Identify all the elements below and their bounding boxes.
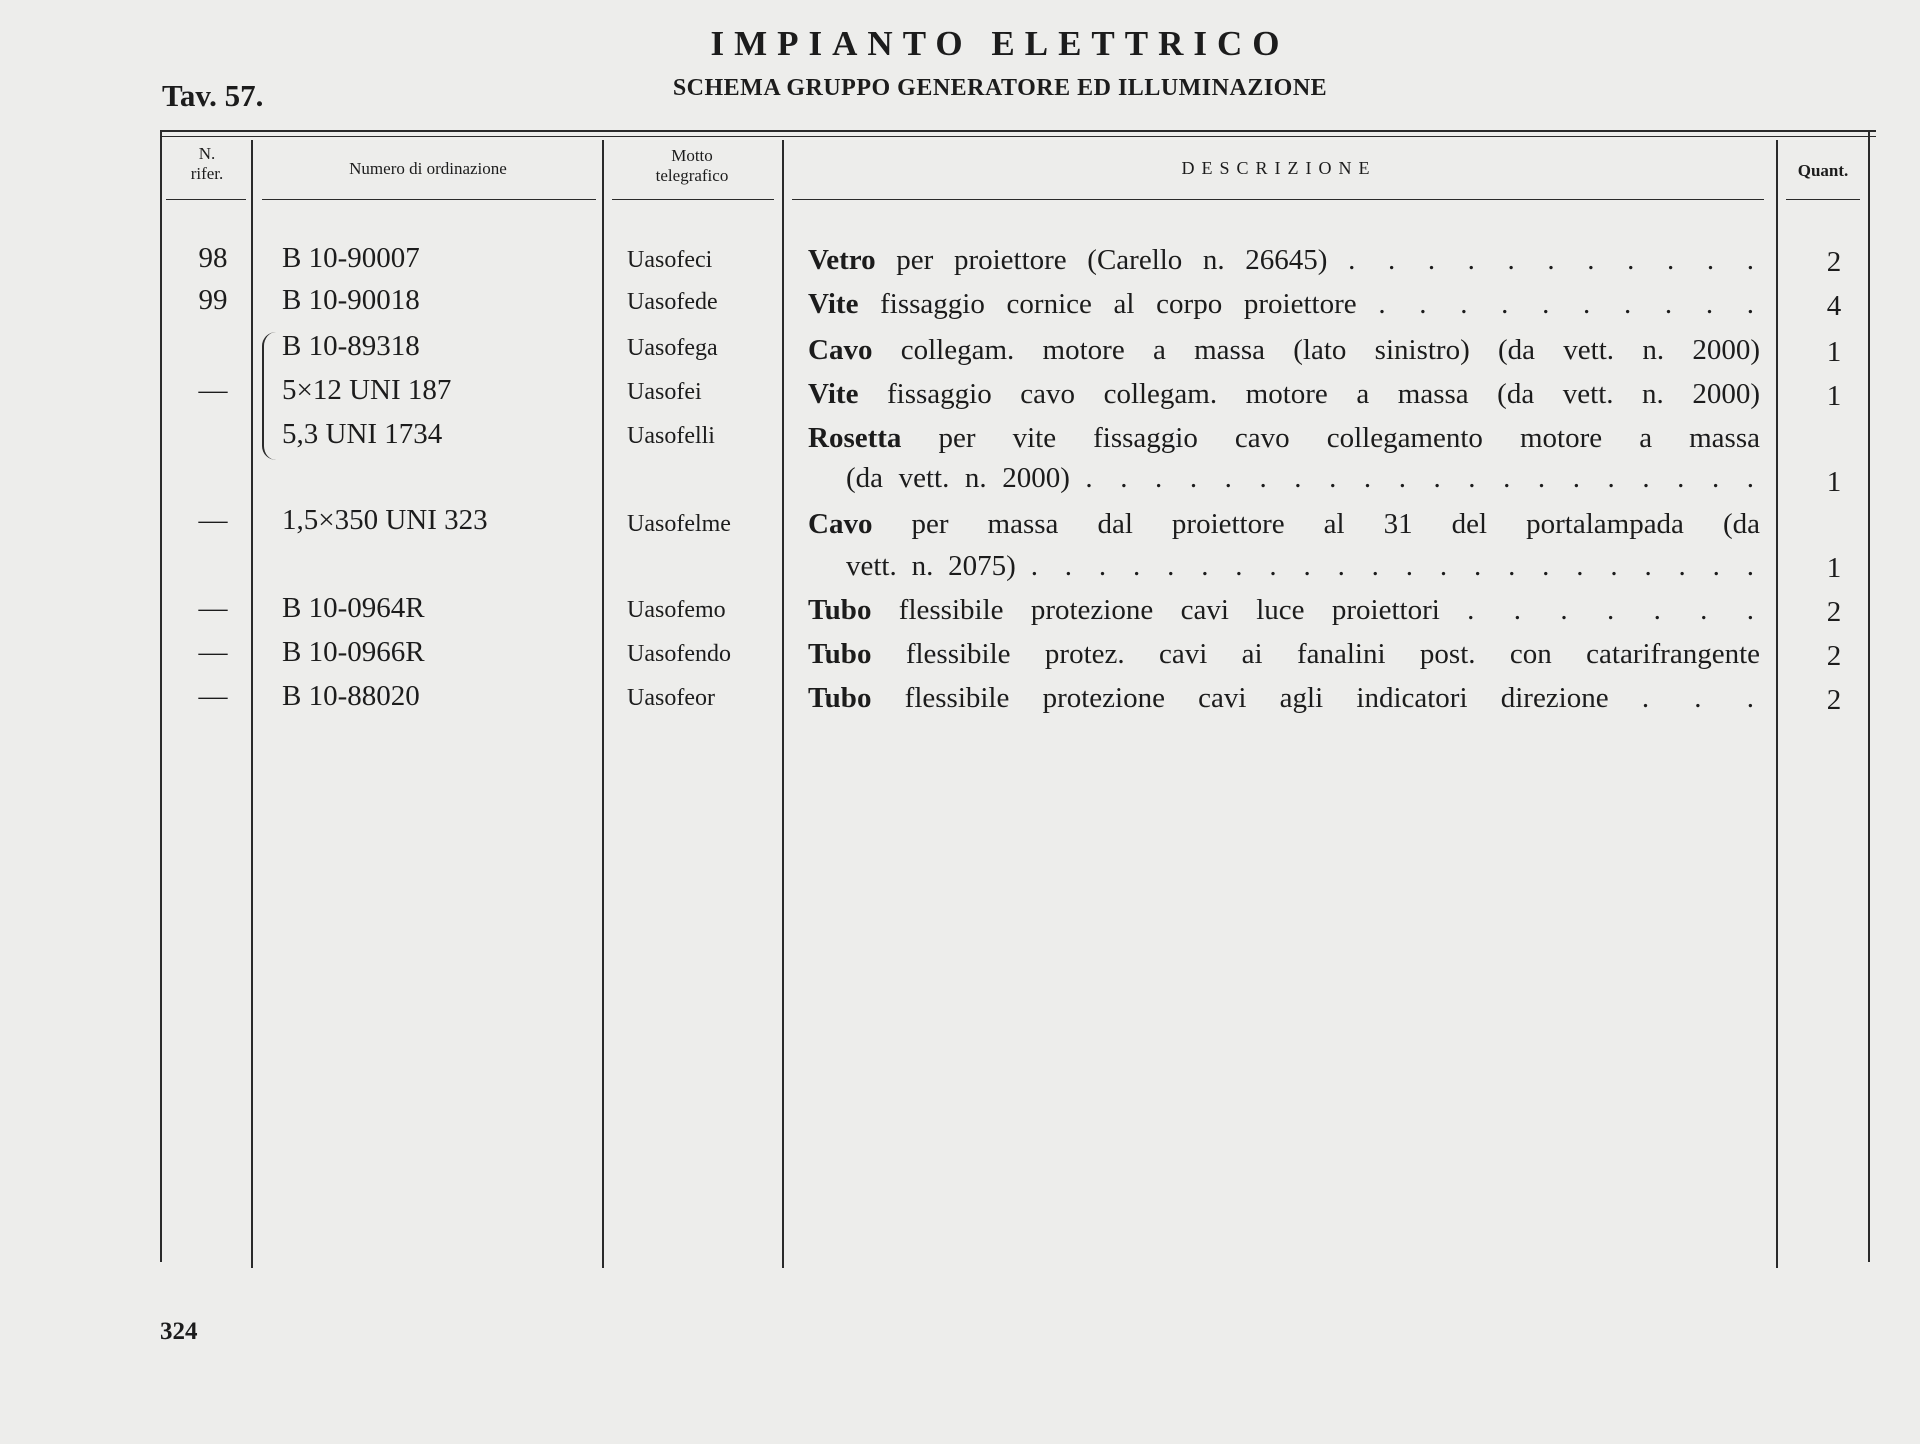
row-description	[808, 590, 1760, 630]
row-description	[808, 330, 1760, 370]
row-quantity: 1	[1826, 552, 1842, 584]
row-description-text: (da vett. n. 2000)	[846, 462, 1070, 494]
row-description-text: flessibile protezione cavi luce proiettori	[898, 594, 1440, 626]
row-quantity: 1	[1826, 466, 1842, 498]
column-header-quantity: Quant.	[1797, 161, 1849, 180]
header-rule-quantity	[1786, 199, 1860, 200]
row-description-text: vett. n. 2075)	[846, 550, 1016, 582]
row-order-number: B 10-90018	[282, 284, 420, 316]
column-header-motto-line2: telegrafico	[655, 166, 729, 185]
row-order-number: B 10-88020	[282, 680, 420, 712]
row-description-keyword: Vetro	[808, 244, 876, 276]
row-ref: —	[198, 680, 228, 712]
row-description-text: flessibile protez. cavi ai fanalini post. con catarifrangente	[905, 638, 1761, 670]
row-motto: Uasofelli	[627, 423, 715, 449]
row-description-text: per vite fissaggio cavo collegamento motore a massa	[938, 422, 1760, 454]
row-description-text: fissaggio cornice al corpo proiettore	[880, 288, 1357, 320]
leader-dots: . . . . . . .	[1467, 594, 1761, 626]
row-motto: Uasofeci	[627, 247, 713, 273]
row-description	[808, 418, 1760, 458]
row-motto: Uasofendo	[627, 641, 731, 667]
column-divider-order	[602, 140, 604, 1268]
page-number: 324	[160, 1318, 198, 1345]
row-quantity: 2	[1826, 246, 1842, 278]
row-description-keyword: Rosetta	[808, 422, 902, 454]
table-top-rule	[160, 130, 1876, 132]
row-description	[808, 240, 1760, 280]
row-quantity: 2	[1826, 596, 1842, 628]
row-description	[808, 504, 1760, 544]
row-ref: —	[198, 374, 228, 406]
row-description-keyword: Cavo	[808, 508, 873, 540]
row-description-keyword: Cavo	[808, 334, 873, 366]
row-motto: Uasofemo	[627, 597, 726, 623]
row-quantity: 4	[1826, 290, 1842, 322]
column-header-ref-line2: rifer.	[190, 164, 224, 183]
row-quantity: 1	[1826, 336, 1842, 368]
leader-dots: . . .	[1641, 682, 1761, 714]
row-description-text: per massa dal proiettore al 31 del portalampada (da	[911, 508, 1760, 540]
row-description	[808, 634, 1760, 674]
page-subtitle: SCHEMA GRUPPO GENERATORE ED ILLUMINAZIONE	[672, 75, 1328, 101]
row-quantity: 2	[1826, 640, 1842, 672]
group-brace	[262, 332, 278, 460]
plate-label: Tav. 57.	[162, 78, 264, 113]
row-ref: 98	[198, 242, 228, 274]
column-header-ref	[165, 144, 249, 184]
row-order-number: B 10-0964R	[282, 592, 425, 624]
column-header-ref-line1: N.	[198, 144, 216, 163]
leader-dots: . . . . . . . . . . . . . . . . . . . . . .	[1030, 550, 1761, 582]
row-order-number: 5,3 UNI 1734	[282, 418, 443, 450]
row-order-number: B 10-90007	[282, 242, 420, 274]
row-order-number: 1,5×350 UNI 323	[282, 504, 488, 536]
row-description-text: fissaggio cavo collegam. motore a massa (da vett. n. 2000)	[887, 378, 1761, 410]
table-top-rule-inner	[160, 136, 1876, 137]
header-rule-order	[262, 199, 596, 200]
row-ref: 99	[198, 284, 228, 316]
row-order-number: B 10-0966R	[282, 636, 425, 668]
row-ref: —	[198, 636, 228, 668]
row-description-continuation	[846, 458, 1760, 498]
column-header-motto-line1: Motto	[671, 146, 713, 165]
row-description-text: flessibile protezione cavi agli indicatori direzione	[904, 682, 1609, 714]
row-ref: —	[198, 504, 228, 536]
leader-dots: . . . . . . . . . .	[1378, 288, 1760, 320]
row-motto: Uasofei	[627, 379, 702, 405]
row-order-number: 5×12 UNI 187	[282, 374, 452, 406]
row-description-keyword: Tubo	[808, 638, 872, 670]
leader-dots: . . . . . . . . . . . . . . . . . . . .	[1085, 462, 1761, 494]
column-header-motto	[604, 146, 780, 186]
row-description	[808, 284, 1760, 324]
row-order-number: B 10-89318	[282, 330, 420, 362]
leader-dots: . . . . . . . . . . .	[1348, 244, 1761, 276]
row-description-keyword: Tubo	[808, 594, 872, 626]
table-border-left	[160, 130, 162, 1262]
row-motto: Uasofelme	[627, 511, 731, 537]
row-description-continuation	[846, 546, 1760, 586]
column-divider-motto	[782, 140, 784, 1268]
row-description-text: collegam. motore a massa (lato sinistro) (da vett. n. 2000)	[900, 334, 1761, 366]
page-title: IMPIANTO ELETTRICO	[710, 24, 1290, 63]
header-rule-motto	[612, 199, 774, 200]
header-rule-description	[792, 199, 1764, 200]
row-description	[808, 374, 1760, 414]
row-description-keyword: Tubo	[808, 682, 872, 714]
column-header-description: DESCRIZIONE	[1181, 158, 1377, 178]
row-quantity: 2	[1826, 684, 1842, 716]
row-motto: Uasofede	[627, 289, 718, 315]
row-motto: Uasofega	[627, 335, 718, 361]
row-description-keyword: Vite	[808, 378, 859, 410]
row-quantity: 1	[1826, 380, 1842, 412]
row-motto: Uasofeor	[627, 685, 715, 711]
row-description	[808, 678, 1760, 718]
column-header-order: Numero di ordinazione	[349, 159, 507, 178]
header-rule-ref	[166, 199, 246, 200]
row-ref: —	[198, 592, 228, 624]
row-description-keyword: Vite	[808, 288, 859, 320]
row-description-text: per proiettore (Carello n. 26645)	[896, 244, 1328, 276]
column-divider-description	[1776, 140, 1778, 1268]
